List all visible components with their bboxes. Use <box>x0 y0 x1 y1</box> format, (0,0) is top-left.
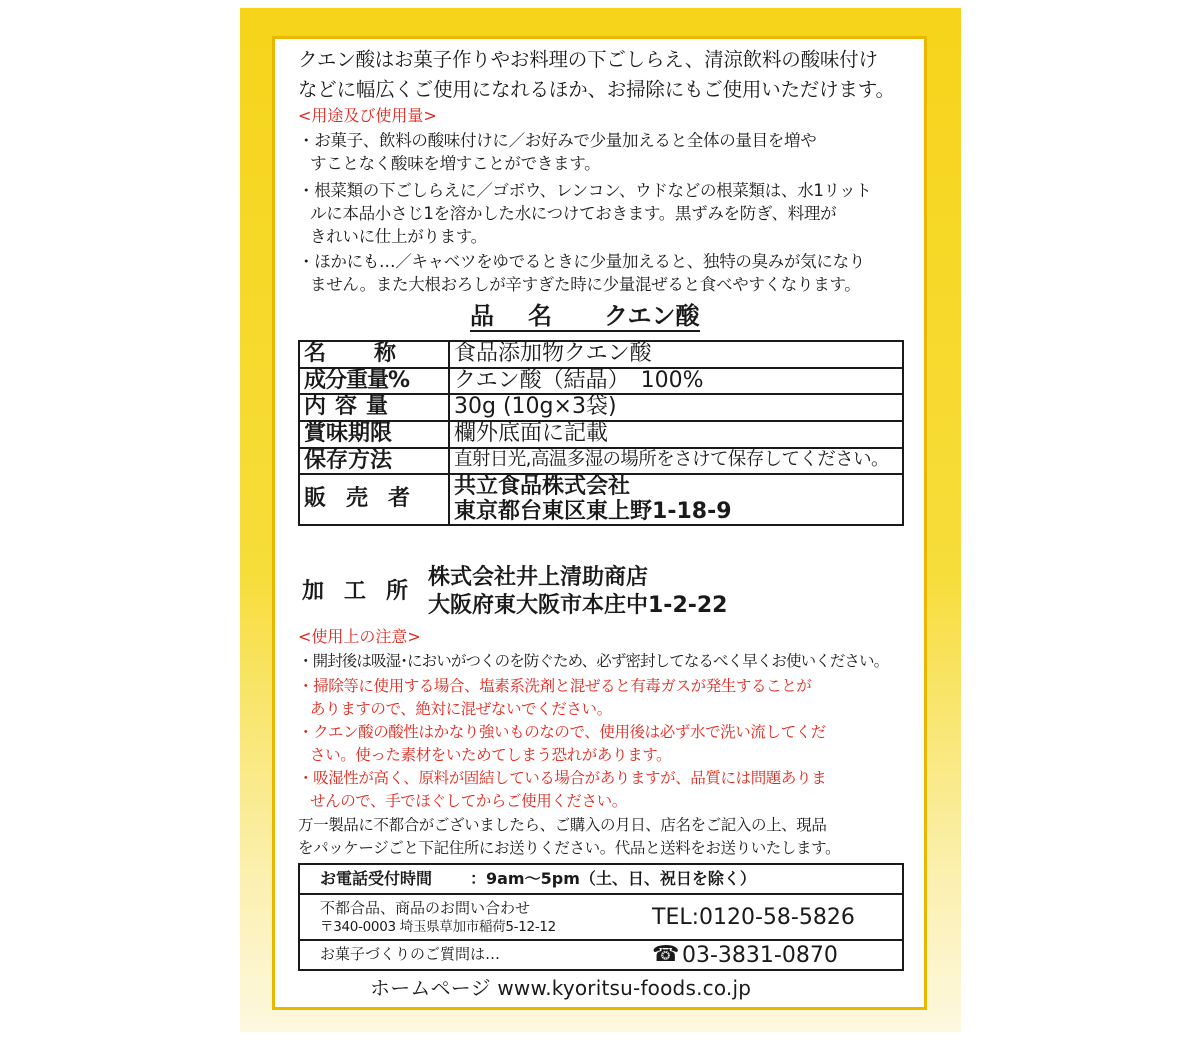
caution-line: さい。使った素材をいためてしまう恐れがあります。 <box>310 746 672 764</box>
hours-label: お電話受付時間 <box>320 869 433 888</box>
processor-address <box>428 564 728 619</box>
sweets-label: お菓子づくりのご質問は… <box>320 945 501 963</box>
sweets-row <box>300 941 902 969</box>
hours-value: ：9am〜5pm（土、日、祝日を除く） <box>470 869 756 888</box>
inquiry-label: 不都合品、商品のお問い合わせ <box>320 899 531 917</box>
seller-value <box>449 474 903 525</box>
telephone-icon: ☎ <box>652 942 680 967</box>
caution-line: ・クエン酸の酸性はかなり強いものなので、使用後は必ず水で洗い流してくだ <box>298 723 826 741</box>
homepage-url[interactable]: www.kyoritsu-foods.co.jp <box>497 976 752 1000</box>
intro-line-1: クエン酸はお菓子作りやお料理の下ごしらえ、清涼飲料の酸味付け <box>298 48 878 71</box>
table-row <box>299 448 903 475</box>
table-row <box>299 474 903 525</box>
ingredient-value: クエン酸（結晶） 100% <box>449 368 903 395</box>
product-name-value: クエン酸 <box>604 302 700 330</box>
ingredient-label: 成分重量% <box>299 368 449 395</box>
intro-line-2: などに幅広くご使用になれるほか、お掃除にもご使用いただけます。 <box>298 78 895 101</box>
usage-line: すことなく酸味を増すことができます。 <box>310 154 601 173</box>
homepage-line <box>370 978 751 998</box>
complaint-line: をパッケージごと下記住所にお送りください。代品と送料をお送りいたします。 <box>298 839 841 857</box>
usage-line: ・お菓子、飲料の酸味付けに／お好みで少量加えると全体の量目を増や <box>298 131 817 150</box>
content-value: 30g (10g×3袋) <box>449 394 903 421</box>
usage-line: きれいに仕上がります。 <box>310 227 487 246</box>
hours-row <box>300 865 902 895</box>
product-name-title <box>470 304 700 332</box>
inquiry-tel: TEL:0120-58-5826 <box>652 905 855 930</box>
usage-line: ・ほかにも…／キャベツをゆでるときに少量加えると、独特の臭みが気になり <box>298 252 866 271</box>
processor-label: 加工所 <box>302 579 429 604</box>
spec-table <box>298 340 904 526</box>
table-row <box>299 421 903 448</box>
caution-line: せんので、手でほぐしてからご使用ください。 <box>310 792 627 810</box>
caution-heading: <使用上の注意> <box>298 627 421 646</box>
caution-line: ・掃除等に使用する場合、塩素系洗剤と混ぜると有毒ガスが発生することが <box>298 677 812 695</box>
contact-box <box>298 863 904 971</box>
content-label: 内容量 <box>299 394 449 421</box>
processor-line-1: 株式会社井上清助商店 <box>428 565 649 590</box>
homepage-label: ホームページ <box>370 976 491 1000</box>
storage-label: 保存方法 <box>299 448 449 475</box>
seller-label: 販売者 <box>299 474 449 525</box>
sweets-phone: 03-3831-0870 <box>682 943 838 968</box>
processor-line-2: 大阪府東大阪市本庄中1-2-22 <box>428 592 728 618</box>
expiry-label: 賞味期限 <box>299 421 449 448</box>
usage-line: ・根菜類の下ごしらえに／ゴボウ、レンコン、ウドなどの根菜類は、水1リット <box>298 181 872 200</box>
caution-line: ・吸湿性が高く、原料が固結している場合がありますが、品質には問題ありま <box>298 769 827 787</box>
product-name-label-1: 品 <box>470 302 494 330</box>
name-label-cell <box>299 341 449 368</box>
table-row <box>299 394 903 421</box>
usage-line: ません。また大根おろしが辛すぎた時に少量混ぜると食べやすくなります。 <box>310 275 861 294</box>
name-label: 名称 <box>304 341 445 366</box>
caution-line: ありますので、絶対に混ぜないでください。 <box>310 700 612 718</box>
inquiry-address: 〒340-0003 埼玉県草加市稲荷5-12-12 <box>320 919 556 935</box>
storage-value: 直射日光,高温多湿の場所をさけて保存してください。 <box>449 448 903 475</box>
table-row <box>299 341 903 368</box>
inquiry-row <box>300 895 902 941</box>
product-name-label-2: 名 <box>528 302 552 330</box>
usage-heading: <用途及び使用量> <box>298 106 437 125</box>
table-row <box>299 368 903 395</box>
seller-line-2: 東京都台東区東上野1-18-9 <box>454 498 732 524</box>
caution-line: ・開封後は吸湿･においがつくのを防ぐため、必ず密封してなるべく早くお使いください。 <box>298 652 889 670</box>
usage-line: ルに本品小さじ1を溶かした水につけておきます。黒ずみを防ぎ、料理が <box>310 204 837 223</box>
expiry-value: 欄外底面に記載 <box>449 421 903 448</box>
name-value: 食品添加物クエン酸 <box>449 341 903 368</box>
seller-line-1: 共立食品株式会社 <box>454 474 631 500</box>
complaint-line: 万一製品に不都合がございましたら、ご購入の月日、店名をご記入の上、現品 <box>298 816 827 834</box>
